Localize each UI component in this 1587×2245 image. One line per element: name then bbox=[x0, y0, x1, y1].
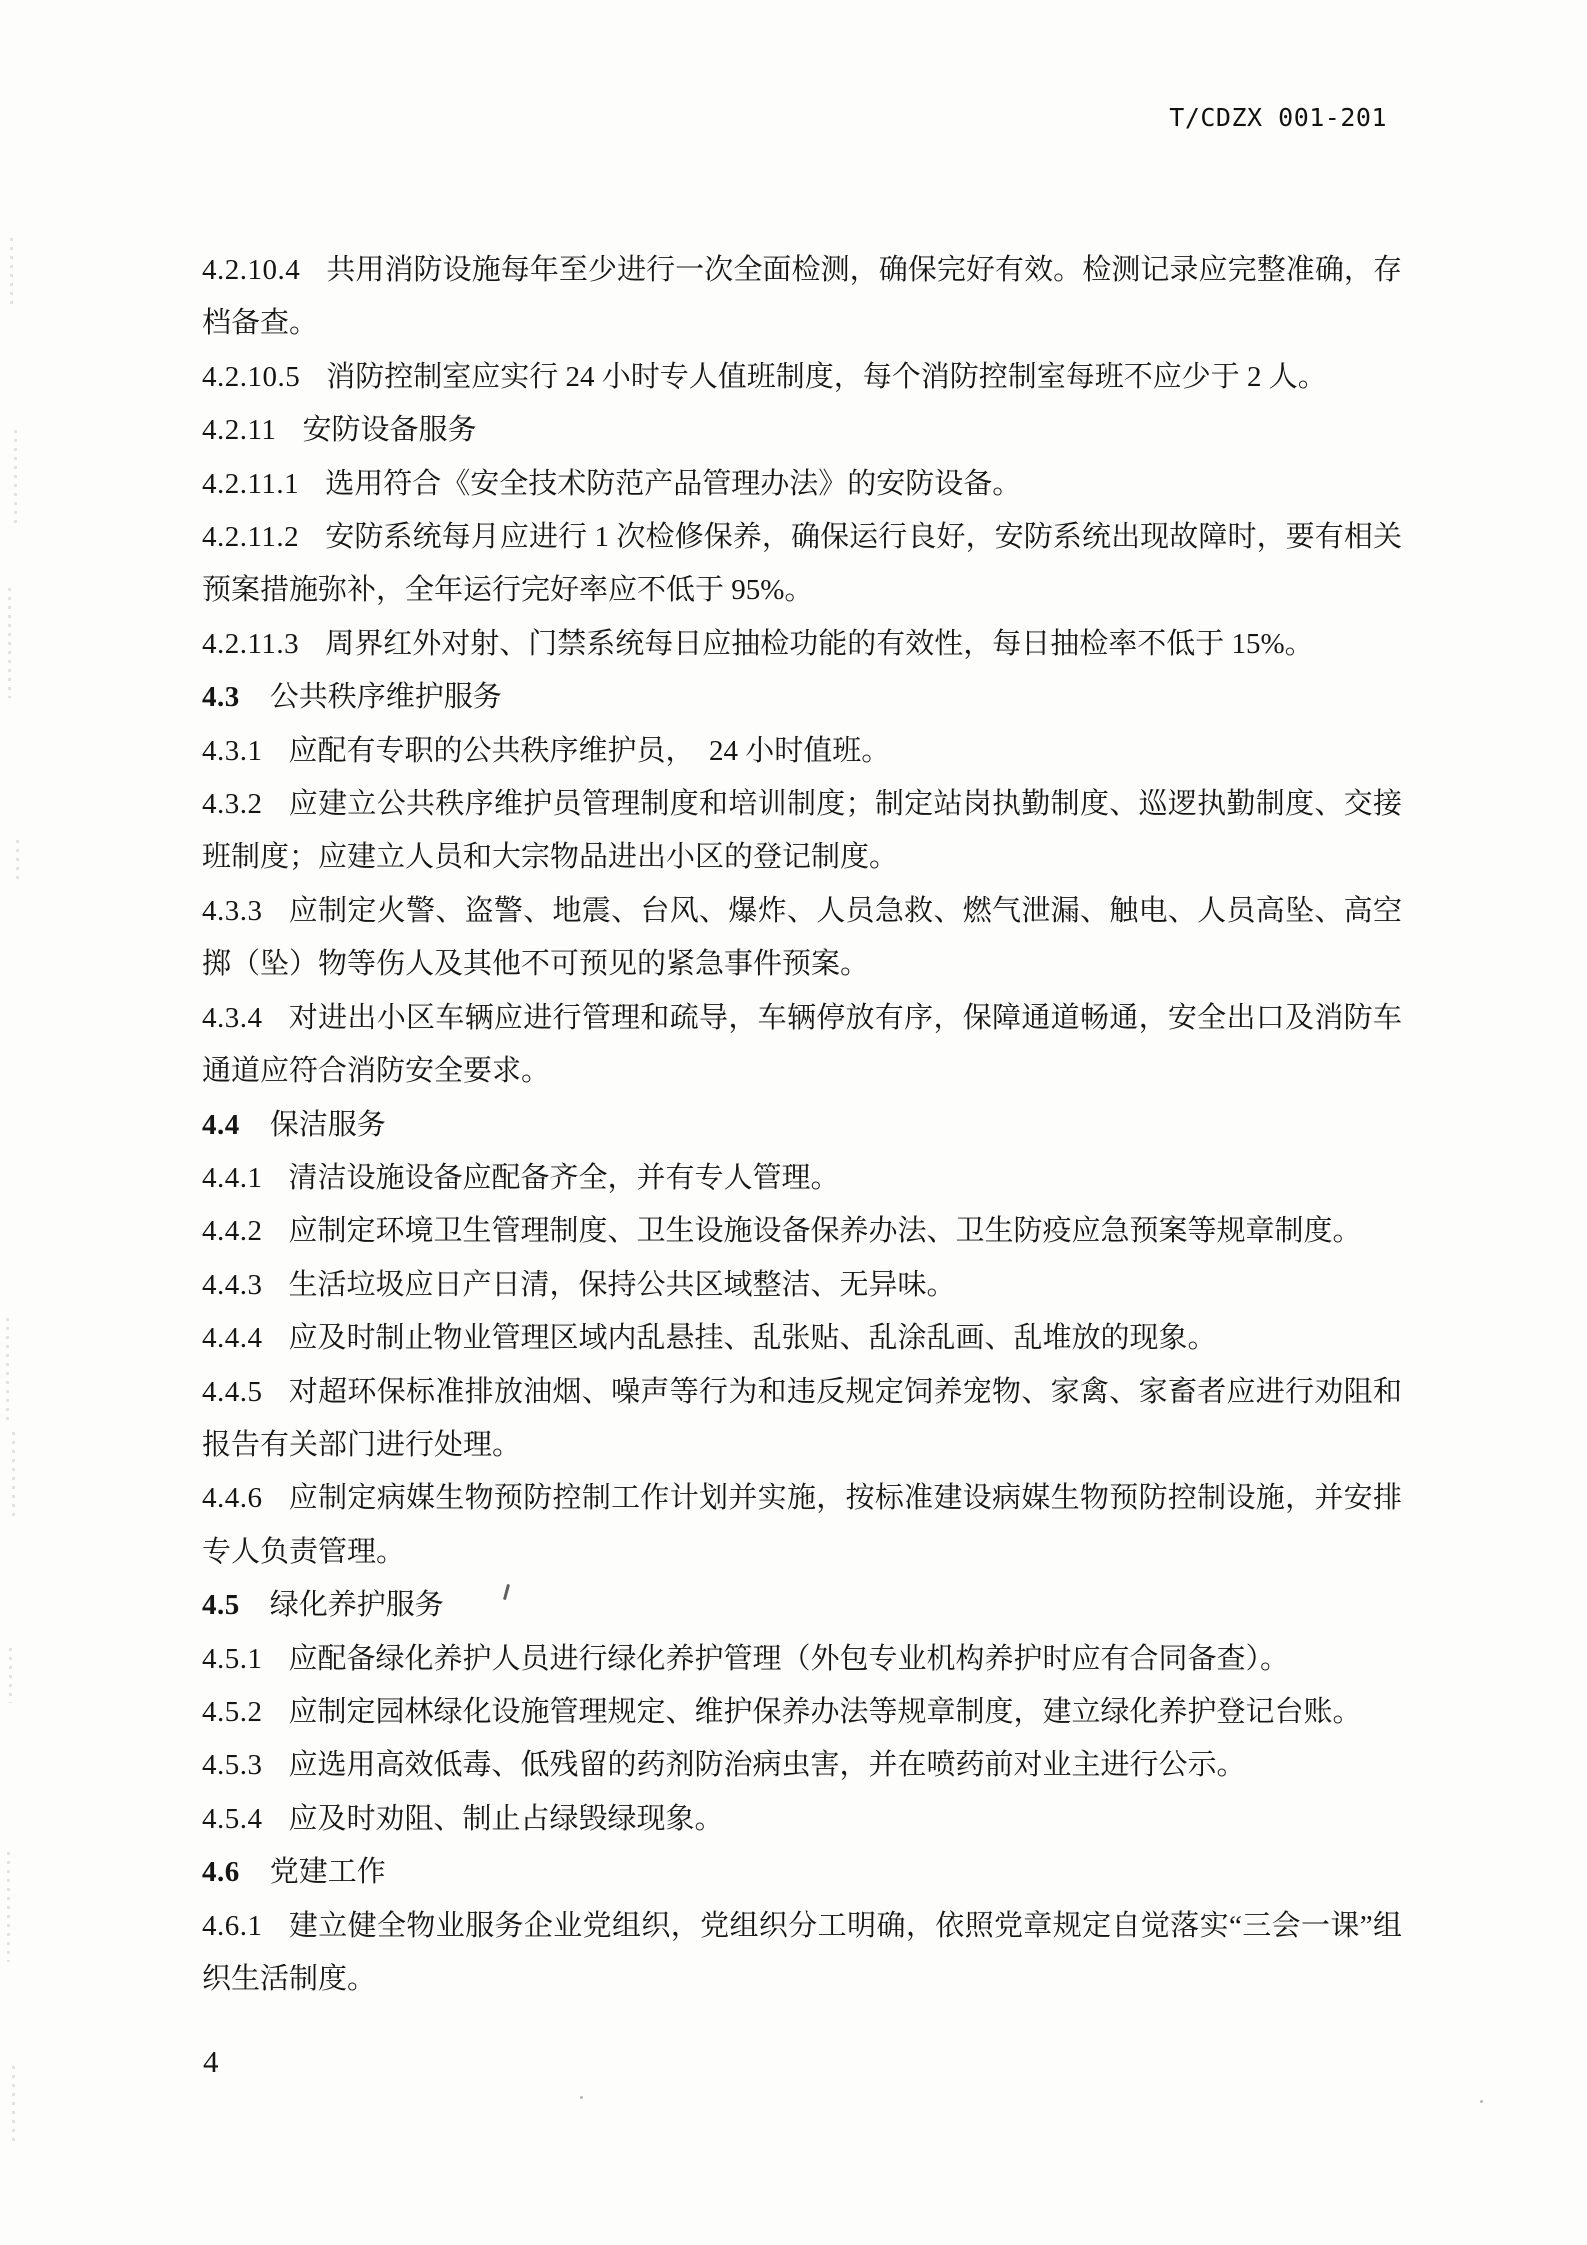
clause-number: 4.4.5 bbox=[202, 1375, 263, 1408]
clause-text: 应配备绿化养护人员进行绿化养护管理（外包专业机构养护时应有合同备查）。 bbox=[288, 1642, 1290, 1675]
scan-noise bbox=[10, 238, 13, 308]
clause-number: 4.3.4 bbox=[202, 1001, 263, 1034]
clause-number: 4.4.3 bbox=[202, 1268, 263, 1301]
clause-text: 对超环保标准排放油烟、噪声等行为和违反规定饲养宠物、家禽、家畜者应进行劝阻和报告有关部门进行处理。 bbox=[202, 1375, 1402, 1461]
clause-text: 周界红外对射、门禁系统每日应抽检功能的有效性，每日抽检率不低于 15%。 bbox=[325, 627, 1314, 660]
clause-number: 4.2.11.1 bbox=[202, 467, 300, 500]
clause-text: 保洁服务 bbox=[269, 1108, 386, 1141]
clause-4.2.10.5 bbox=[202, 351, 1402, 404]
clause-text: 绿化养护服务 bbox=[269, 1589, 444, 1622]
clause-4.2.10.4 bbox=[202, 244, 1402, 351]
doc-code: T/CDZX 001-201 bbox=[1169, 103, 1387, 132]
scan-noise bbox=[14, 430, 17, 525]
clause-4.5.4 bbox=[202, 1793, 1402, 1846]
clause-number: 4.3 bbox=[202, 681, 240, 714]
clause-number: 4.4.4 bbox=[202, 1322, 263, 1355]
scan-noise bbox=[12, 2066, 15, 2144]
scan-noise bbox=[16, 840, 19, 885]
scan-speck bbox=[580, 2096, 583, 2099]
clause-number: 4.4 bbox=[202, 1108, 240, 1141]
clause-text: 选用符合《安全技术防范产品管理办法》的安防设备。 bbox=[325, 467, 1022, 500]
clause-4.5 bbox=[202, 1579, 1402, 1632]
clause-number: 4.2.11.2 bbox=[202, 521, 300, 554]
clause-text: 应选用高效低毒、低残留的药剂防治病虫害，并在喷药前对业主进行公示。 bbox=[288, 1749, 1246, 1782]
clause-text: 生活垃圾应日产日清，保持公共区域整洁、无异味。 bbox=[288, 1268, 956, 1301]
clause-text: 应及时制止物业管理区域内乱悬挂、乱张贴、乱涂乱画、乱堆放的现象。 bbox=[288, 1322, 1217, 1355]
scan-noise bbox=[12, 1432, 15, 1522]
clause-text: 清洁设施设备应配备齐全，并有专人管理。 bbox=[288, 1161, 840, 1194]
clause-number: 4.4.2 bbox=[202, 1215, 263, 1248]
clause-4.3 bbox=[202, 671, 1402, 724]
clause-number: 4.5.4 bbox=[202, 1802, 263, 1835]
clause-4.2.11.3 bbox=[202, 618, 1402, 671]
clause-text: 对进出小区车辆应进行管理和疏导，车辆停放有序，保障通道畅通，安全出口及消防车通道应符合消防安全要求。 bbox=[202, 1001, 1402, 1088]
clause-number: 4.2.11.3 bbox=[202, 627, 300, 660]
clause-text: 应及时劝阻、制止占绿毁绿现象。 bbox=[288, 1802, 724, 1835]
clause-4.3.4 bbox=[202, 992, 1402, 1099]
clause-text: 应建立公共秩序维护员管理制度和培训制度；制定站岗执勤制度、巡逻执勤制度、交接班制度；应建立人员和大宗物品进出小区的登记制度。 bbox=[202, 788, 1402, 874]
clause-4.2.11 bbox=[202, 404, 1402, 457]
clause-text: 应制定火警、盗警、地震、台风、爆炸、人员急救、燃气泄漏、触电、人员高坠、高空掷（坠）物等伤人及其他不可预见的紧急事件预案。 bbox=[202, 894, 1402, 981]
clause-4.4.1 bbox=[202, 1152, 1402, 1205]
clause-number: 4.3.2 bbox=[202, 788, 263, 821]
clause-4.4.5 bbox=[202, 1366, 1402, 1473]
clause-number: 4.6 bbox=[202, 1856, 240, 1889]
clause-number: 4.3.3 bbox=[202, 894, 263, 927]
clause-number: 4.3.1 bbox=[202, 734, 263, 767]
clause-text: 安防设备服务 bbox=[302, 414, 477, 447]
scan-noise bbox=[6, 1318, 9, 1423]
clause-text: 应配有专职的公共秩序维护员， 24 小时值班。 bbox=[288, 734, 891, 767]
clause-4.5.3 bbox=[202, 1739, 1402, 1792]
document-body bbox=[202, 244, 1402, 2006]
clause-number: 4.5.3 bbox=[202, 1749, 263, 1782]
clause-text: 共用消防设施每年至少进行一次全面检测，确保完好有效。检测记录应完整准确，存档备查。 bbox=[202, 254, 1402, 340]
scan-noise bbox=[8, 588, 11, 698]
clause-4.4.2 bbox=[202, 1205, 1402, 1258]
clause-4.4.3 bbox=[202, 1259, 1402, 1312]
clause-4.6 bbox=[202, 1846, 1402, 1899]
clause-4.4 bbox=[202, 1099, 1402, 1152]
clause-number: 4.5.1 bbox=[202, 1642, 263, 1675]
clause-4.3.3 bbox=[202, 885, 1402, 992]
clause-4.5.2 bbox=[202, 1686, 1402, 1739]
clause-text: 建立健全物业服务企业党组织，党组织分工明确，依照党章规定自觉落实“三会一课”组织生活制度。 bbox=[202, 1909, 1402, 1995]
clause-number: 4.4.6 bbox=[202, 1482, 263, 1515]
clause-4.3.1 bbox=[202, 725, 1402, 778]
clause-4.5.1 bbox=[202, 1633, 1402, 1686]
scan-noise bbox=[9, 1648, 12, 1703]
clause-number: 4.4.1 bbox=[202, 1161, 263, 1194]
clause-4.2.11.1 bbox=[202, 458, 1402, 511]
clause-text: 应制定病媒生物预防控制工作计划并实施，按标准建设病媒生物预防控制设施，并安排专人负责管理。 bbox=[202, 1482, 1402, 1568]
clause-text: 消防控制室应实行 24 小时专人值班制度，每个消防控制室每班不应少于 2 人。 bbox=[326, 360, 1327, 393]
clause-number: 4.2.10.4 bbox=[202, 254, 301, 286]
clause-4.3.2 bbox=[202, 778, 1402, 885]
clause-number: 4.5.2 bbox=[202, 1695, 263, 1728]
clause-4.2.11.2 bbox=[202, 511, 1402, 618]
clause-text: 党建工作 bbox=[269, 1856, 386, 1889]
clause-number: 4.2.11 bbox=[202, 414, 277, 447]
clause-4.4.6 bbox=[202, 1472, 1402, 1579]
scan-speck bbox=[1480, 2100, 1483, 2103]
clause-text: 应制定园林绿化设施管理规定、维护保养办法等规章制度，建立绿化养护登记台账。 bbox=[288, 1695, 1362, 1728]
clause-4.6.1 bbox=[202, 1900, 1402, 2007]
clause-text: 应制定环境卫生管理制度、卫生设施设备保养办法、卫生防疫应急预案等规章制度。 bbox=[288, 1215, 1362, 1248]
clause-text: 公共秩序维护服务 bbox=[269, 681, 502, 714]
clause-number: 4.2.10.5 bbox=[202, 360, 301, 393]
clause-number: 4.6.1 bbox=[202, 1909, 263, 1942]
clause-number: 4.5 bbox=[202, 1589, 240, 1622]
scan-noise bbox=[7, 1852, 10, 1962]
clause-4.4.4 bbox=[202, 1312, 1402, 1365]
page-number: 4 bbox=[203, 2044, 219, 2079]
clause-text: 安防系统每月应进行 1 次检修保养，确保运行良好，安防系统出现故障时，要有相关预案措施弥补，全年运行完好率应不低于 95%。 bbox=[202, 521, 1402, 607]
